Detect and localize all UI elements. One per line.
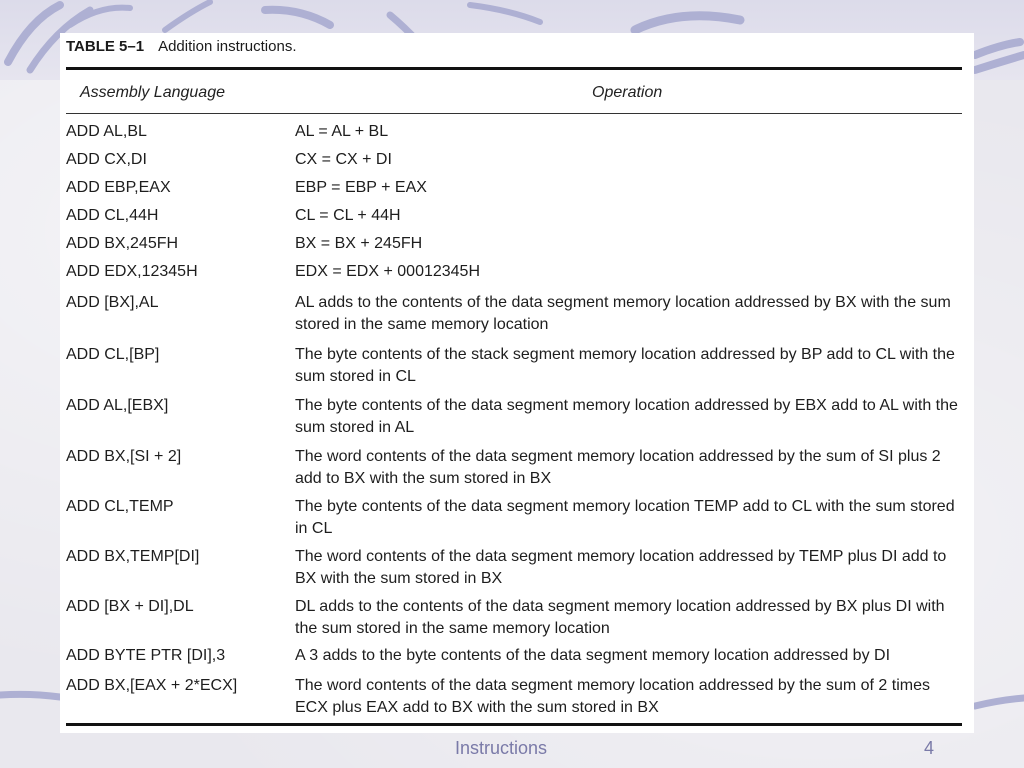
swoosh-decoration	[470, 5, 540, 22]
operation-cell: The word contents of the data segment memory location addressed by the sum of SI plus 2 add to BX with the sum stored in BX	[295, 448, 941, 487]
asm-cell: ADD CL,44H	[66, 207, 159, 224]
asm-cell: ADD BX,TEMP[DI]	[66, 548, 200, 565]
asm-cell: ADD CX,DI	[66, 151, 147, 168]
operation-cell: DL adds to the contents of the data segment memory location addressed by BX plus DI with the sum stored in the same memory location	[295, 598, 945, 637]
swoosh-decoration	[70, 8, 130, 25]
asm-cell: ADD BX,[EAX + 2*ECX]	[66, 677, 238, 694]
operation-cell: CX = CX + DI	[295, 151, 392, 168]
operation-cell: BX = BX + 245FH	[295, 235, 423, 252]
swoosh-decoration	[165, 2, 210, 30]
asm-cell: ADD AL,[EBX]	[66, 397, 169, 414]
operation-cell: The byte contents of the stack segment memory location addressed by BP add to CL with the sum stored in CL	[295, 346, 955, 385]
asm-cell: ADD BX,[SI + 2]	[66, 448, 182, 465]
asm-cell: ADD AL,BL	[66, 123, 147, 140]
swoosh-decoration	[975, 55, 1024, 70]
slide-number: 4	[924, 738, 935, 758]
top-rule	[66, 67, 962, 70]
asm-cell: ADD BX,245FH	[66, 235, 179, 252]
operation-cell: The byte contents of the data segment memory location TEMP add to CL with the sum stored in CL	[295, 498, 955, 537]
asm-cell: ADD EDX,12345H	[66, 263, 198, 280]
header-assembly-language: Assembly Language	[80, 84, 225, 101]
operation-cell: The word contents of the data segment memory location addressed by TEMP plus DI add to BX with the sum stored in BX	[295, 548, 947, 587]
operation-cell: AL adds to the contents of the data segment memory location addressed by BX with the sum stored in the same memory location	[295, 294, 951, 333]
asm-cell: ADD CL,TEMP	[66, 498, 174, 515]
operation-cell: CL = CL + 44H	[295, 207, 401, 224]
table-caption: Addition instructions.	[158, 38, 297, 55]
operation-cell: EDX = EDX + 00012345H	[295, 263, 481, 280]
asm-cell: ADD [BX + DI],DL	[66, 598, 194, 615]
asm-cell: ADD EBP,EAX	[66, 179, 171, 196]
operation-cell: The byte contents of the data segment memory location addressed by EBX add to AL with the sum stored in AL	[295, 397, 958, 436]
swoosh-decoration	[8, 5, 60, 62]
swoosh-decoration	[975, 42, 1020, 55]
asm-cell: ADD [BX],AL	[66, 294, 159, 311]
operation-cell: The word contents of the data segment memory location addressed by the sum of 2 times ECX plus EAX add to BX with the sum stored in BX	[295, 677, 930, 716]
swoosh-decoration	[0, 694, 60, 697]
footer-title: Instructions	[455, 738, 548, 758]
operation-cell: EBP = EBP + EAX	[295, 179, 427, 196]
asm-cell: ADD BYTE PTR [DI],3	[66, 647, 226, 664]
table-number: TABLE 5–1	[66, 38, 145, 55]
asm-cell: ADD CL,[BP]	[66, 346, 160, 363]
operation-cell: AL = AL + BL	[295, 123, 389, 140]
swoosh-decoration	[975, 698, 1024, 706]
operation-cell: A 3 adds to the byte contents of the data segment memory location addressed by DI	[295, 647, 891, 664]
header-operation: Operation	[592, 84, 663, 101]
table-page-scan	[60, 33, 974, 733]
bottom-rule	[66, 723, 962, 726]
swoosh-decoration	[635, 16, 740, 30]
header-rule	[66, 113, 962, 114]
table-title	[66, 38, 296, 55]
swoosh-decoration	[265, 10, 330, 25]
